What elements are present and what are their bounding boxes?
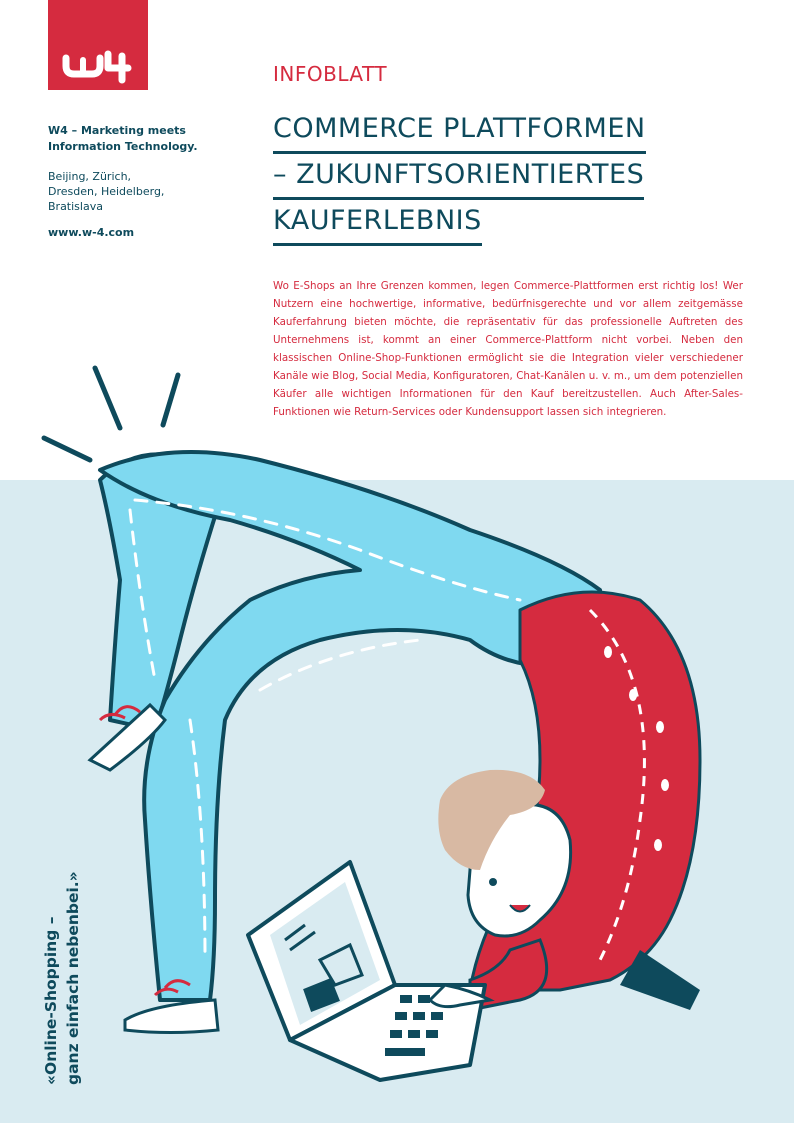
laptop bbox=[248, 862, 485, 1080]
title-line: – ZUKUNFTSORIENTIERTES bbox=[273, 154, 644, 200]
website-link[interactable]: www.w-4.com bbox=[48, 226, 135, 239]
intro-paragraph: Wo E-Shops an Ihre Grenzen kommen, legen Commerce-Plattformen erst richtig los! Wer Nutzern eine hochwertige, informative, bedürfnisgerechte und vor allem zeitgemässe Kauferfahrung bieten möchte, die repräsentativ für das professionelle Auftreten des Unternehmens ist, kommt an einer Commerce-Plattform nicht vorbei. Neben den klassischen Online-Shop-Funktionen ermöglicht sie die Integration vieler verschiedener Kanäle wie Blog, Social Media, Konfiguratoren, Chat-Kanälen u. v. m., um dem potenziellen Käufer alle wichtigen Informationen für den Kauf bereitzustellen. Auch After-Sales-Funktionen wie Return-Services oder Kundensupport lassen sich integrieren. bbox=[273, 280, 743, 418]
quote-line-1: «Online-Shopping – bbox=[42, 916, 60, 1085]
motion-lines bbox=[44, 368, 178, 460]
title-line: KAUFERLEBNIS bbox=[273, 200, 482, 246]
title-line: COMMERCE PLATTFORMEN bbox=[273, 108, 646, 154]
quote-line-2: ganz einfach nebenbei.» bbox=[64, 871, 82, 1085]
pull-quote bbox=[40, 871, 84, 1085]
office-locations: Beijing, Zürich, Dresden, Heidelberg, Bratislava bbox=[48, 170, 165, 213]
company-tagline: W4 – Marketing meets Information Technology. bbox=[48, 124, 198, 153]
document-kicker: INFOBLATT bbox=[273, 62, 388, 86]
